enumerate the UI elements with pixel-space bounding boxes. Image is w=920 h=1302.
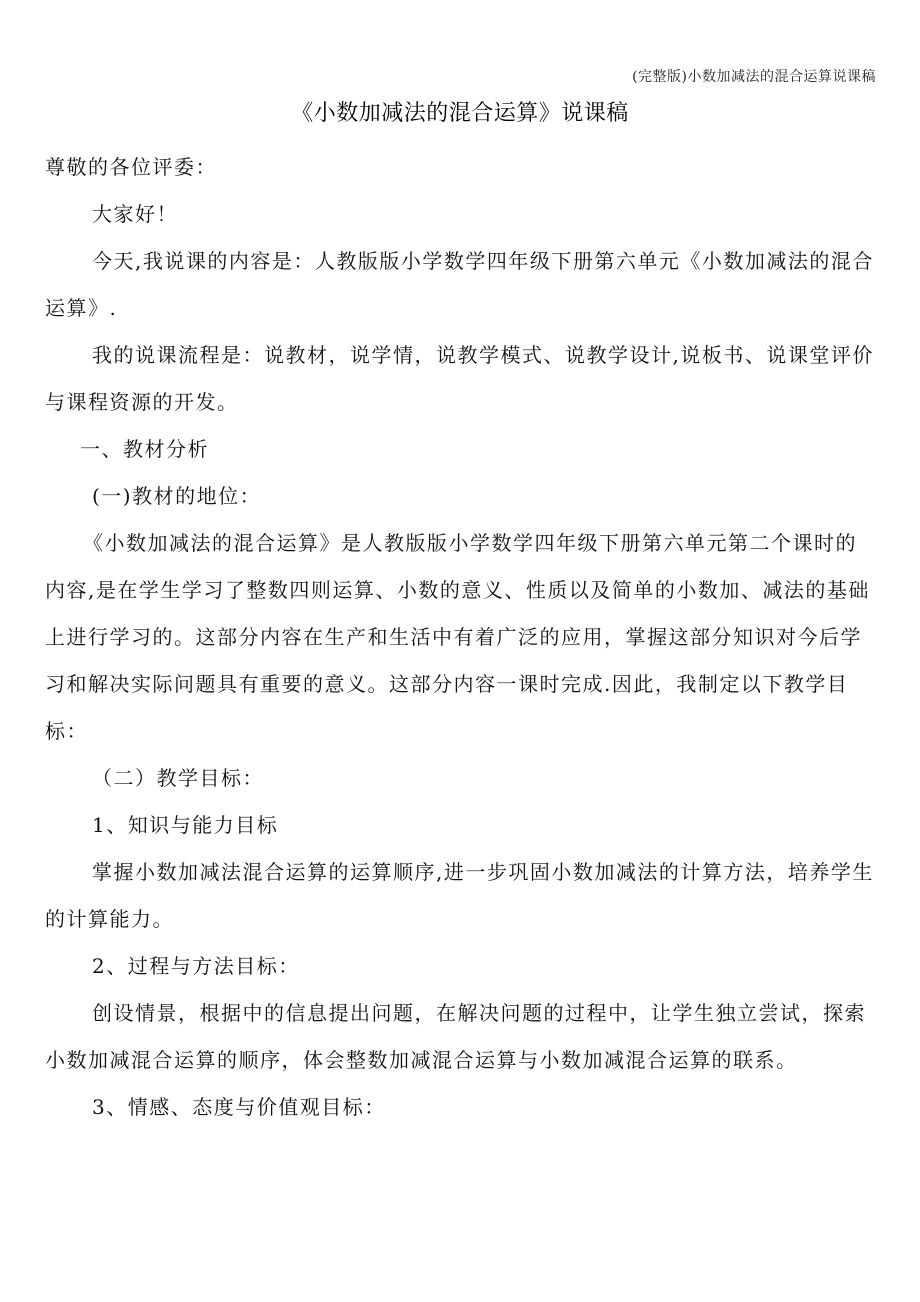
paragraph-textbook-position: 《小数加减法的混合运算》是人教版版小学数学四年级下册第六单元第二个课时的内容,是在学生学习了整数四则运算、小数的意义、性质以及简单的小数加、减法的基础上进行学习的。这部分内容在生产和生活中有着广泛的应用，掌握这部分知识对今后学习和解决实际问题具有重要的意义。这部分内容一课时完成.因此，我制定以下教学目标： bbox=[45, 531, 870, 743]
goal-heading-knowledge: 1、知识与能力目标 bbox=[92, 813, 279, 837]
section-heading-textbook-analysis: 一、教材分析 bbox=[80, 437, 209, 461]
subheading-teaching-goals: （二）教学目标： bbox=[92, 766, 264, 790]
paragraph-topic: 今天,我说课的内容是：人教版版小学数学四年级下册第六单元《小数加减法的混合运算》. bbox=[45, 249, 874, 320]
subheading-textbook-position: (一)教材的地位： bbox=[92, 484, 262, 508]
greeting: 大家好！ bbox=[92, 202, 178, 226]
salutation: 尊敬的各位评委： bbox=[45, 155, 217, 179]
paragraph-process-goal: 创设情景，根据中的信息提出问题，在解决问题的过程中，让学生独立尝试，探索小数加减混合运算的顺序，体会整数加减混合运算与小数加减混合运算的联系。 bbox=[45, 1001, 866, 1072]
document-body bbox=[45, 144, 875, 1131]
paragraph-knowledge-goal: 掌握小数加减法混合运算的运算顺序,进一步巩固小数加减法的计算方法，培养学生的计算能力。 bbox=[45, 860, 874, 931]
paragraph-process: 我的说课流程是：说教材，说学情，说教学模式、说教学设计,说板书、说课堂评价与课程资源的开发。 bbox=[45, 343, 874, 414]
goal-heading-emotion: 3、情感、态度与价值观目标： bbox=[92, 1095, 386, 1119]
running-header: (完整版)小数加减法的混合运算说课稿 bbox=[632, 69, 876, 85]
document-title: 《小数加减法的混合运算》说课稿 bbox=[291, 101, 629, 126]
goal-heading-process: 2、过程与方法目标： bbox=[92, 954, 300, 978]
